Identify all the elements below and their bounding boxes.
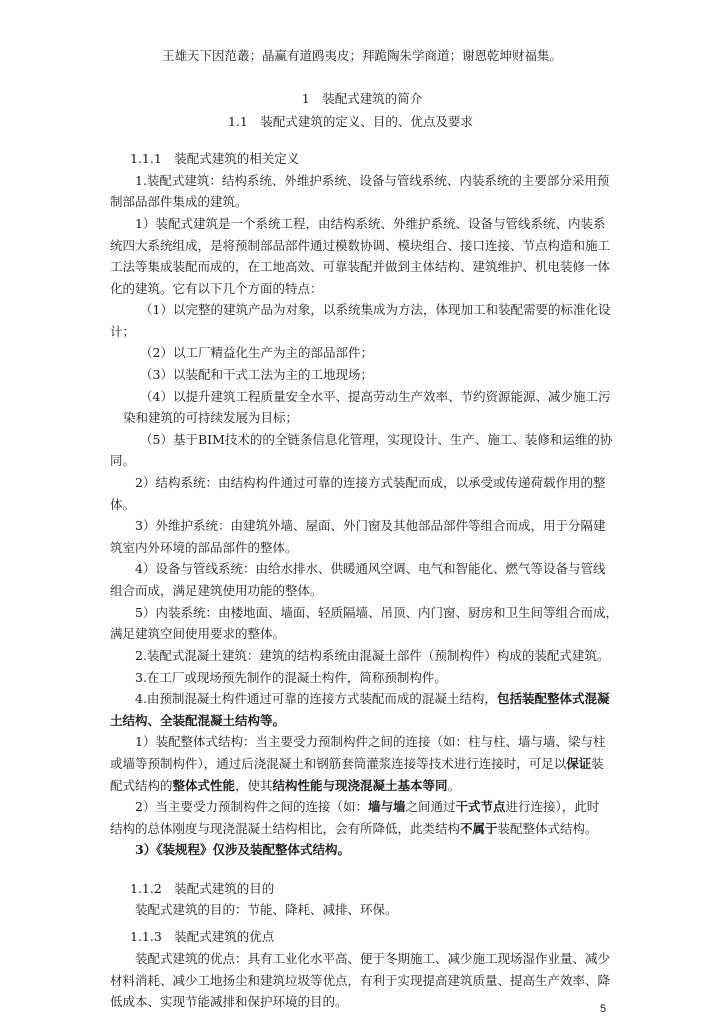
text-line: 配式结构的整体式性能，使其结构性能与现浇混凝土基本等同。 [110,778,461,793]
text-line: 体。 [110,497,136,512]
text-line: 1）装配式建筑是一个系统工程，由结构系统、外维护系统、设备与管线系统、内装系 [135,216,606,231]
text-line: 3）外维护系统：由建筑外墙、屋面、外门窗及其他部品部件等组合而成，用于分隔建 [135,518,606,533]
text-line: 3）《装规程》仅涉及装配整体式结构。 [135,842,350,857]
text-line: 土结构、全装配混凝土结构等。 [110,713,286,728]
text-line: 染和建筑的可持续发展为目标； [123,410,299,425]
text-line: （1）以完整的建筑产品为对象，以系统集成为方法，体现加工和装配需要的标准化设 [140,302,611,317]
text-line: 制部品部件集成的建筑。 [110,194,248,209]
text-line: 满足建筑空间使用要求的整体。 [110,626,286,641]
text-line: （3）以装配和干式工法为主的工地现场； [140,367,373,382]
text-line: 筑室内外环境的部品部件的整体。 [110,540,298,555]
page-number: 5 [600,1003,607,1015]
text-line: 2）结构系统：由结构构件通过可靠的连接方式装配而成，以承受或传递荷载作用的整 [135,475,606,490]
text-line: 2.装配式混凝土建筑：建筑的结构系统由混凝土部件（预制构件）构成的装配式建筑。 [135,648,610,663]
text-line: 低成本、实现节能减排和保护环境的目的。 [110,994,348,1009]
text-line: 同。 [110,453,136,468]
section-heading: 1.1 装配式建筑的定义、目的、优点及要求 [228,114,473,129]
text-line: 5）内装系统：由楼地面、墙面、轻质隔墙、吊顶、内门窗、厨房和卫生间等组合而成， [135,605,618,620]
text-line: 4）设备与管线系统：由给水排水、供暖通风空调、电气和智能化、燃气等设备与管线 [135,561,606,576]
text-line: 装配式建筑的优点：具有工业化水平高、便于冬期施工、减少施工现场湿作业量、减少 [135,951,611,966]
text-line: 工法等集成装配而成的，在工地高效、可靠装配并做到主体结构、建筑维护、机电装修一体 [110,259,611,274]
subsection-heading: 1.1.3 装配式建筑的优点 [130,929,275,944]
text-line: 装配式建筑的目的：节能、降耗、减排、环保。 [135,902,398,917]
text-line: 1）装配整体式结构：当主要受力预制构件之间的连接（如：柱与柱、墙与墙、梁与柱 [135,734,606,749]
text-line: 1.装配式建筑：结构系统、外维护系统、设备与管线系统、内装系统的主要部分采用预 [135,173,610,188]
text-line: 统四大系统组成，是将预制部品部件通过模数协调、模块组合、接口连接、节点构造和施工 [110,238,611,253]
text-line: 组合而成，满足建筑使用功能的整体。 [110,583,323,598]
text-line: （4）以提升建筑工程质量安全水平、提高劳动生产效率、节约资源能源、减少施工污 [140,389,611,404]
chapter-heading: 1 装配式建筑的简介 [301,91,423,106]
text-line: 2）当主要受力预制构件之间的连接（如：墙与墙之间通过干式节点进行连接），此时 [135,799,600,814]
subsection-heading: 1.1.1 装配式建筑的相关定义 [130,151,300,166]
text-line: （2）以工厂精益化生产为主的部品部件； [140,345,373,360]
text-line: 4.由预制混凝土构件通过可靠的连接方式装配而成的混凝土结构，包括装配整体式混凝 [135,691,610,706]
subsection-heading: 1.1.2 装配式建筑的目的 [130,881,275,896]
text-line: 材料消耗、减少工地扬尘和建筑垃圾等优点，有利于实现提高建筑质量、提高生产效率、降 [110,973,611,988]
text-line: 或墙等预制构件），通过后浇混凝土和钢筋套筒灌浆连接等技术进行连接时，可足以保证装 [110,756,604,771]
text-line: 3.在工厂或现场预先制作的混凝土构件，简称预制构件。 [135,670,447,685]
header-line: 王雄天下因范叢；晶赢有道鸥夷皮；拜跪陶朱学商道；谢恩乾坤财福集。 [161,48,562,63]
text-line: 计； [110,324,136,339]
text-line: 结构的总体刚度与现浇混凝土结构相比，会有所降低，此类结构不属于装配整体式结构。 [110,821,598,836]
text-line: （5）基于BIM技术的的全链条信息化管理，实现设计、生产、施工、装修和运维的协 [140,432,613,447]
text-line: 化的建筑。它有以下几个方面的特点： [110,281,323,296]
